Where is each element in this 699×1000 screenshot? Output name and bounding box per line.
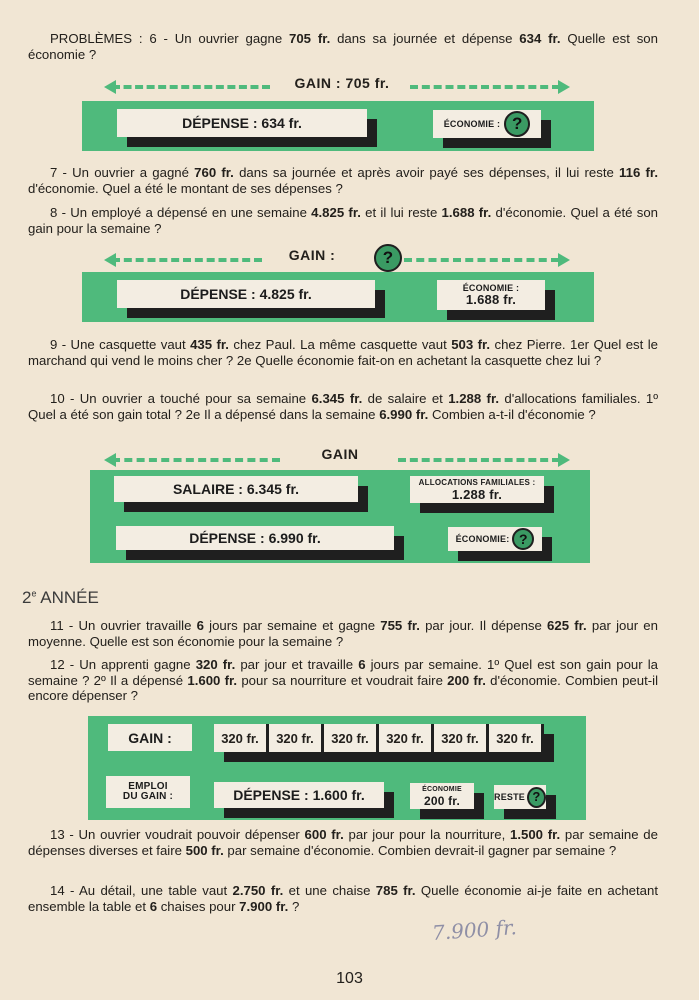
daily-gain-cell: 320 fr. [434,724,486,752]
salaire-text: SALAIRE : 6.345 fr. [172,481,300,497]
daily-gain-cell: 320 fr. [379,724,431,752]
emploi-line-2: DU GAIN : [122,791,174,802]
gain-arrow-right [410,85,560,89]
depense-box [117,109,367,137]
problem-14: 14 - Au détail, une table vaut 2.750 fr. et une chaise 785 fr. Quelle économie ai-je faite en achetant ensemble la table et 6 chaises pour 7.900 fr. ? [28,883,658,914]
gain-text: GAIN : [128,729,172,746]
gain-box [108,724,192,751]
salaire-box [114,476,358,502]
reste-text: RESTE [494,792,526,802]
economie-box [410,783,474,809]
problem-8: 8 - Un employé a dépensé en une semaine 4.825 fr. et il lui reste 1.688 fr. d'économie. Quel a été son gain pour la semaine ? [28,205,658,236]
economie-value: 1.688 fr. [465,292,517,307]
depense-text: DÉPENSE : 1.600 fr. [233,787,365,803]
depense-text: DÉPENSE : 6.990 fr. [189,530,321,546]
handwritten-note: 7.900 fr. [431,915,518,945]
economie-text: ÉCONOMIE : [443,119,501,129]
diagram-1-gain-label: GAIN : 705 fr. [294,75,390,91]
depense-box [117,280,375,308]
question-mark-icon: ? [527,787,546,808]
problem-6: PROBLÈMES : 6 - Un ouvrier gagne 705 fr. dans sa journée et dépense 634 fr. Quelle est son économie ? [28,31,658,62]
problem-7: 7 - Un ouvrier a gagné 760 fr. dans sa journée et après avoir payé ses dépenses, il lui reste 116 fr. d'économie. Quel a été le montant de ses dépenses ? [28,165,658,196]
economie-box [448,527,542,551]
question-mark-icon: ? [512,528,534,550]
depense-text: DÉPENSE : 634 fr. [182,115,302,131]
question-mark-icon: ? [504,111,530,137]
depense-box [214,782,384,808]
allocations-box [410,476,544,503]
problem-12: 12 - Un apprenti gagne 320 fr. par jour et travaille 6 jours par semaine. 1º Quel est son gain pour la semaine ? 2º Il a dépensé 1.600 fr. pour sa nourriture et voudrait faire 200 fr. d'économie. Combien peut-il encore dépenser ? [28,657,659,704]
problem-11: 11 - Un ouvrier travaille 6 jours par semaine et gagne 755 fr. par jour. Il dépense 625 fr. par jour en moyenne. Quelle est son économie pour la semaine ? [28,618,658,649]
diagram-3-gain-label: GAIN [321,446,359,462]
economie-box [433,110,541,138]
allocations-value: 1.288 fr. [451,486,503,502]
depense-text: DÉPENSE : 4.825 fr. [180,286,312,302]
question-mark-icon: ? [374,244,402,272]
daily-gain-cell: 320 fr. [489,724,541,752]
daily-gain-cell: 320 fr. [214,724,266,752]
section-heading: 2e ANNÉE [22,588,99,607]
emploi-line-1: EMPLOI [128,781,168,792]
diagram-2-gain-label: GAIN : [288,247,336,263]
daily-gain-cell: 320 fr. [324,724,376,752]
daily-gain-row [214,724,544,752]
economie-text: ÉCONOMIE: [455,534,510,544]
depense-box [116,526,394,550]
problem-13: 13 - Un ouvrier voudrait pouvoir dépenser 600 fr. par jour pour la nourriture, 1.500 fr. par semaine de dépenses diverses et faire 500 fr. par semaine d'économie. Combien devrait-il gagner par semaine ? [28,827,658,858]
daily-gain-cell: 320 fr. [269,724,321,752]
economie-box [437,280,545,310]
emploi-box [106,776,190,808]
page-number: 103 [336,970,363,987]
gain-arrow-left [112,85,270,89]
reste-box [494,785,546,809]
economie-label: ÉCONOMIE [422,786,462,793]
allocations-label: ALLOCATIONS FAMILIALES : [418,477,536,487]
economie-value: 200 fr. [423,794,461,808]
problem-9: 9 - Une casquette vaut 435 fr. chez Paul. La même casquette vaut 503 fr. chez Pierre. 1er Quel est le marchand qui vend le moins cher ? 2e Quelle économie fait-on en achetant la casquette chez lui ? [28,337,658,368]
problem-10: 10 - Un ouvrier a touché pour sa semaine 6.345 fr. de salaire et 1.288 fr. d'allocations familiales. 1º Quel a été son gain total ? 2e Il a dépensé dans la semaine 6.990 fr. Combien a-t-il d'économie ? [28,391,659,422]
economie-label: ÉCONOMIE : [462,283,520,293]
